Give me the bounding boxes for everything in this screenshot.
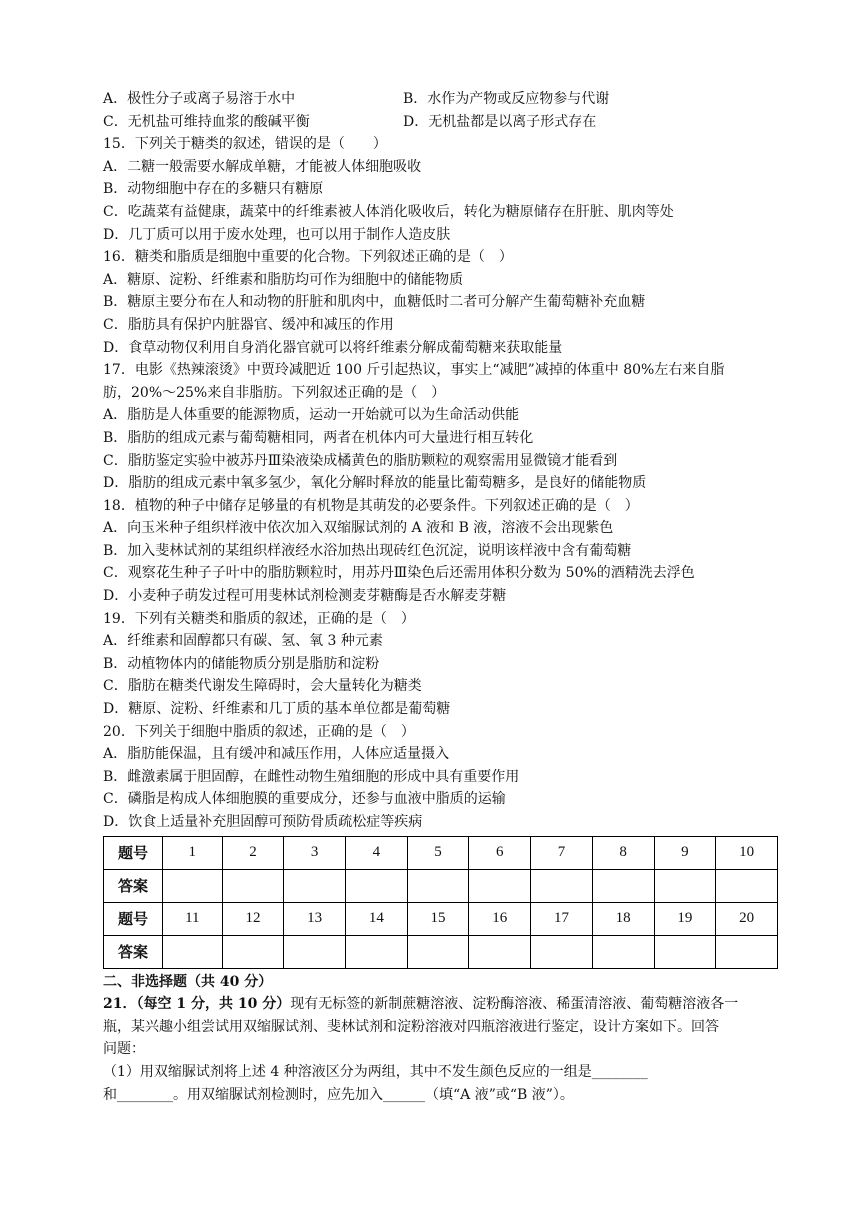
q21-line1 bbox=[103, 993, 783, 1016]
q17-stem-line2: 肪，20%～25%来自非脂肪。下列叙述正确的是（ ） bbox=[103, 384, 446, 401]
q19-option-a: A．纤维素和固醇都只有碳、氢、氧 3 种元素 bbox=[103, 633, 383, 650]
answer-cell[interactable] bbox=[654, 935, 716, 968]
q16-option-b: B．糖原主要分布在人和动物的肝脏和肌肉中，血糖低时二者可分解产生葡萄糖补充血糖 bbox=[103, 294, 646, 311]
answer-cell[interactable] bbox=[469, 935, 531, 968]
q18-option-a: A．向玉米种子组织样液中依次加入双缩脲试剂的 A 液和 B 液，溶液不会出现紫色 bbox=[103, 520, 614, 537]
q20-stem: 20．下列关于细胞中脂质的叙述，正确的是（ ） bbox=[103, 723, 415, 740]
question-number-cell: 5 bbox=[407, 836, 469, 869]
q20-option-d: D．饮食上适量补充胆固醇可预防骨质疏松症等疾病 bbox=[103, 814, 423, 830]
answer-cell[interactable] bbox=[716, 935, 778, 968]
q21-sub1-line1: （1）用双缩脲试剂将上述 4 种溶液区分为两组，其中不发生颜色反应的一组是________ bbox=[103, 1063, 648, 1080]
answer-cell[interactable] bbox=[716, 869, 778, 902]
section-heading: 二、非选择题（共 40 分） bbox=[103, 973, 273, 990]
question-number-cell: 11 bbox=[163, 902, 223, 935]
q21-line2: 瓶，某兴趣小组尝试用双缩脲试剂、斐林试剂和淀粉溶液对四瓶溶液进行鉴定，设计方案如下。回答 bbox=[103, 1018, 719, 1035]
q17-stem-line1: 17．电影《热辣滚烫》中贾玲减肥近 100 斤引起热议，事实上“减肥”减掉的体重中 80%左右来自脂 bbox=[103, 362, 725, 379]
q18-option-c: C．观察花生种子子叶中的脂肪颗粒时，用苏丹Ⅲ染色后还需用体积分数为 50%的酒精洗去浮色 bbox=[103, 565, 695, 582]
q21-prefix: 21．（每空 1 分，共 10 分） bbox=[103, 996, 291, 1013]
answer-cell[interactable] bbox=[654, 869, 716, 902]
q18-option-d: D．小麦种子萌发过程可用斐林试剂检测麦芽糖酶是否水解麦芽糖 bbox=[103, 588, 507, 605]
question-number-cell: 14 bbox=[346, 902, 408, 935]
answer-cell[interactable] bbox=[222, 935, 284, 968]
q17-option-c: C．脂肪鉴定实验中被苏丹Ⅲ染液染成橘黄色的脂肪颗粒的观察需用显微镜才能看到 bbox=[103, 452, 618, 469]
question-number-cell: 3 bbox=[284, 836, 346, 869]
answer-cell[interactable] bbox=[284, 935, 346, 968]
q17-option-b: B．脂肪的组成元素与葡萄糖相同，两者在机体内可大量进行相互转化 bbox=[103, 429, 534, 446]
q16-option-a: A．糖原、淀粉、纤维素和脂肪均可作为细胞中的储能物质 bbox=[103, 271, 464, 288]
answer-table-number-row-2 bbox=[104, 902, 778, 935]
answer-cell[interactable] bbox=[346, 869, 408, 902]
question-number-cell: 7 bbox=[531, 836, 593, 869]
question-number-header: 题号 bbox=[104, 902, 163, 935]
answer-header: 答案 bbox=[104, 935, 163, 968]
q17-option-d: D．脂肪的组成元素中氧多氢少，氧化分解时释放的能量比葡萄糖多，是良好的储能物质 bbox=[103, 475, 647, 492]
answer-table-answer-row-1 bbox=[104, 869, 778, 902]
answer-cell[interactable] bbox=[592, 869, 654, 902]
q18-option-b: B．加入斐林试剂的某组织样液经水浴加热出现砖红色沉淀，说明该样液中含有葡萄糖 bbox=[103, 542, 632, 559]
q14-option-d: D．无机盐都是以离子形式存在 bbox=[403, 113, 597, 130]
answer-cell[interactable] bbox=[531, 869, 593, 902]
question-number-cell: 2 bbox=[222, 836, 284, 869]
answer-table bbox=[103, 836, 778, 969]
answer-cell[interactable] bbox=[284, 869, 346, 902]
q14-option-a: A．极性分子或离子易溶于水中 bbox=[103, 91, 296, 107]
question-number-cell: 20 bbox=[716, 902, 778, 935]
q15-option-c: C．吃蔬菜有益健康，蔬菜中的纤维素被人体消化吸收后，转化为糖原储存在肝脏、肌肉等处 bbox=[103, 203, 674, 220]
exam-page bbox=[103, 88, 783, 1106]
question-number-cell: 10 bbox=[716, 836, 778, 869]
question-number-cell: 9 bbox=[654, 836, 716, 869]
q19-stem: 19．下列有关糖类和脂质的叙述，正确的是（ ） bbox=[103, 610, 415, 627]
question-number-cell: 16 bbox=[469, 902, 531, 935]
q18-stem: 18．植物的种子中储存足够量的有机物是其萌发的必要条件。下列叙述正确的是（ ） bbox=[103, 497, 639, 514]
q14-options-row1 bbox=[103, 88, 783, 111]
question-number-cell: 18 bbox=[592, 902, 654, 935]
answer-cell[interactable] bbox=[407, 935, 469, 968]
q16-stem: 16．糖类和脂质是细胞中重要的化合物。下列叙述正确的是（ ） bbox=[103, 249, 513, 266]
question-number-cell: 17 bbox=[531, 902, 593, 935]
q20-option-a: A．脂肪能保温，且有缓冲和减压作用，人体应适量摄入 bbox=[103, 746, 450, 763]
q20-option-c: C．磷脂是构成人体细胞膜的重要成分，还参与血液中脂质的运输 bbox=[103, 791, 506, 808]
question-number-cell: 12 bbox=[222, 902, 284, 935]
q20-option-b: B．雌激素属于胆固醇，在雌性动物生殖细胞的形成中具有重要作用 bbox=[103, 768, 520, 785]
question-number-cell: 13 bbox=[284, 902, 346, 935]
answer-cell[interactable] bbox=[222, 869, 284, 902]
question-number-cell: 4 bbox=[346, 836, 408, 869]
question-number-cell: 15 bbox=[407, 902, 469, 935]
q15-option-a: A．二糖一般需要水解成单糖，才能被人体细胞吸收 bbox=[103, 158, 422, 175]
answer-cell[interactable] bbox=[592, 935, 654, 968]
q15-option-b: B．动物细胞中存在的多糖只有糖原 bbox=[103, 181, 324, 198]
q14-option-b: B．水作为产物或反应物参与代谢 bbox=[403, 91, 610, 107]
q16-option-c: C．脂肪具有保护内脏器官、缓冲和减压的作用 bbox=[103, 316, 394, 333]
answer-cell[interactable] bbox=[163, 935, 223, 968]
q21-sub1-line2: 和________。用双缩脲试剂检测时，应先加入______（填“A 液”或“B 液”）。 bbox=[103, 1086, 574, 1103]
answer-cell[interactable] bbox=[531, 935, 593, 968]
question-number-cell: 1 bbox=[163, 836, 223, 869]
q14-options-row2 bbox=[103, 111, 783, 134]
q17-option-a: A．脂肪是人体重要的能源物质，运动一开始就可以为生命活动供能 bbox=[103, 407, 520, 424]
q16-option-d: D．食草动物仅利用自身消化器官就可以将纤维素分解成葡萄糖来获取能量 bbox=[103, 339, 563, 356]
question-number-cell: 19 bbox=[654, 902, 716, 935]
q15-option-d: D．几丁质可以用于废水处理，也可以用于制作人造皮肤 bbox=[103, 226, 451, 243]
answer-table-number-row-1 bbox=[104, 836, 778, 869]
q19-option-c: C．脂肪在糖类代谢发生障碍时，会大量转化为糖类 bbox=[103, 678, 422, 695]
answer-table-answer-row-2 bbox=[104, 935, 778, 968]
question-number-cell: 8 bbox=[592, 836, 654, 869]
q21-text-1: 现有无标签的新制蔗糖溶液、淀粉酶溶液、稀蛋清溶液、葡萄糖溶液各一 bbox=[290, 996, 739, 1013]
q21-line3: 问题： bbox=[103, 1041, 145, 1058]
question-number-cell: 6 bbox=[469, 836, 531, 869]
q19-option-b: B．动植物体内的储能物质分别是脂肪和淀粉 bbox=[103, 655, 380, 672]
answer-cell[interactable] bbox=[346, 935, 408, 968]
answer-cell[interactable] bbox=[407, 869, 469, 902]
q19-option-d: D．糖原、淀粉、纤维素和几丁质的基本单位都是葡萄糖 bbox=[103, 701, 451, 718]
answer-cell[interactable] bbox=[469, 869, 531, 902]
question-number-header: 题号 bbox=[104, 836, 163, 869]
q15-stem: 15．下列关于糖类的叙述，错误的是（ ） bbox=[103, 136, 387, 153]
answer-cell[interactable] bbox=[163, 869, 223, 902]
q14-option-c: C．无机盐可维持血浆的酸碱平衡 bbox=[103, 113, 310, 130]
answer-header: 答案 bbox=[104, 869, 163, 902]
